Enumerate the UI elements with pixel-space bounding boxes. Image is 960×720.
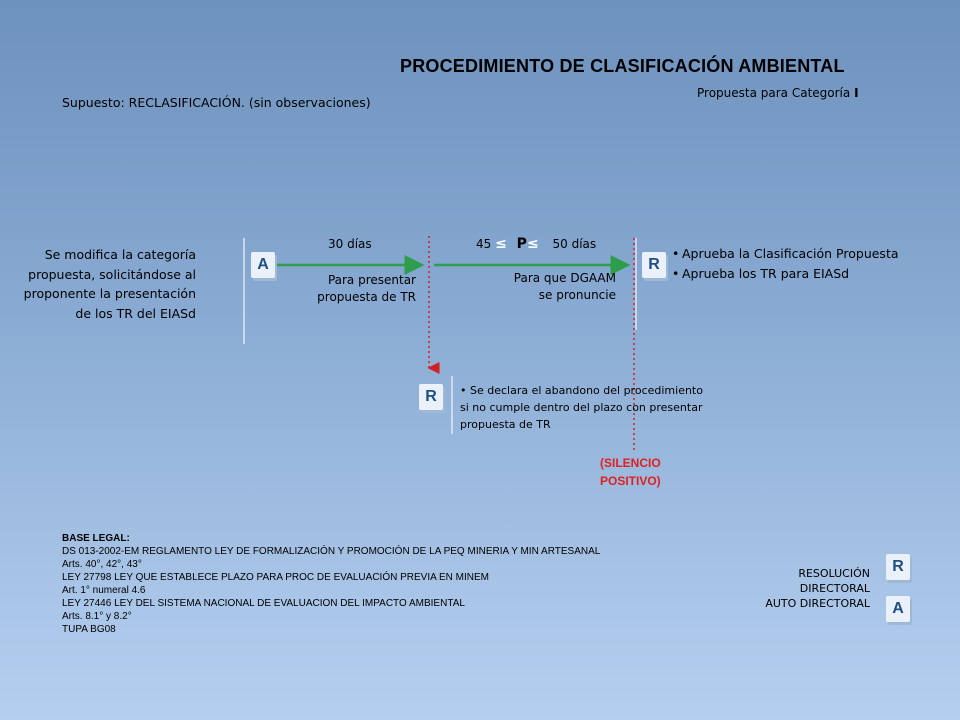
legend-box-r: R	[886, 554, 910, 580]
abandon-text: Se declara el abandono del procedimiento si no cumple dentro del plazo con presentar propuesta de TR	[460, 384, 703, 431]
silencio-line2: POSITIVO)	[600, 474, 661, 488]
base-legal-line: DS 013-2002-EM REGLAMENTO LEY DE FORMALIZACIÓN Y PROMOCIÓN DE LA PEQ MINERIA Y MIN ARTESANAL	[62, 546, 601, 557]
base-legal-heading: BASE LEGAL:	[62, 533, 130, 544]
step1-days: 30 días	[328, 237, 372, 251]
abandon-note	[460, 382, 710, 433]
base-legal-line: LEY 27798 LEY QUE ESTABLECE PLAZO PARA PROC DE EVALUACIÓN PREVIA EN MINEM	[62, 572, 490, 583]
silencio-line1: (SILENCIO	[600, 456, 661, 470]
base-legal-line: Arts. 40°, 42°, 43°	[62, 559, 142, 570]
start-description: Se modifica la categoría propuesta, solicitándose al proponente la presentación de los TR del EIASd	[23, 247, 196, 321]
step1-desc-line2: propuesta de TR	[317, 290, 416, 304]
box-auto-directoral: A	[251, 252, 275, 278]
approval-item: • Aprueba los TR para EIASd	[672, 264, 902, 284]
less-equal-symbol-1: ≤	[495, 236, 507, 252]
step2-days-start: 45	[476, 237, 492, 251]
step2-desc-line1: Para que DGAAM	[513, 271, 616, 285]
legend-text	[730, 566, 870, 611]
step1-description	[296, 272, 416, 306]
less-equal-symbol-2: ≤	[526, 236, 539, 252]
step2-days-end: 50 días	[552, 237, 597, 251]
step1-desc-line1: Para presentar	[327, 273, 416, 287]
page-title: PROCEDIMIENTO DE CLASIFICACIÓN AMBIENTAL	[400, 56, 845, 76]
box-resolucion-abandono: R	[419, 384, 443, 410]
bullet-icon: •	[460, 384, 470, 397]
base-legal-line: Art. 1° numeral 4.6	[62, 585, 146, 596]
box-resolucion-directoral: R	[642, 252, 666, 278]
approval-list	[672, 244, 902, 283]
base-legal-line: Arts. 8.1° y 8.2°	[62, 611, 132, 622]
legend-line3: AUTO DIRECTORAL	[765, 597, 870, 610]
proposal-prefix: Propuesta para Categoría	[697, 86, 851, 100]
step2-days	[476, 236, 596, 252]
approval-item: • Aprueba la Clasificación Propuesta	[672, 244, 902, 264]
scenario-subtitle: Supuesto: RECLASIFICACIÓN. (sin observaciones)	[62, 95, 371, 110]
step2-description	[480, 270, 616, 304]
proposal-category: I	[854, 86, 859, 100]
base-legal-line: TUPA BG08	[62, 624, 116, 635]
base-legal-line: LEY 27446 LEY DEL SISTEMA NACIONAL DE EVALUACION DEL IMPACTO AMBIENTAL	[62, 598, 465, 609]
legend-line1: RESOLUCIÓN	[798, 567, 870, 580]
legend-box-a: A	[886, 596, 910, 622]
step2-desc-line2: se pronuncie	[538, 288, 616, 302]
legend-line2: DIRECTORAL	[799, 582, 870, 595]
silencio-positivo-label	[600, 454, 661, 490]
period-p: P	[516, 236, 527, 252]
base-legal	[62, 532, 600, 636]
